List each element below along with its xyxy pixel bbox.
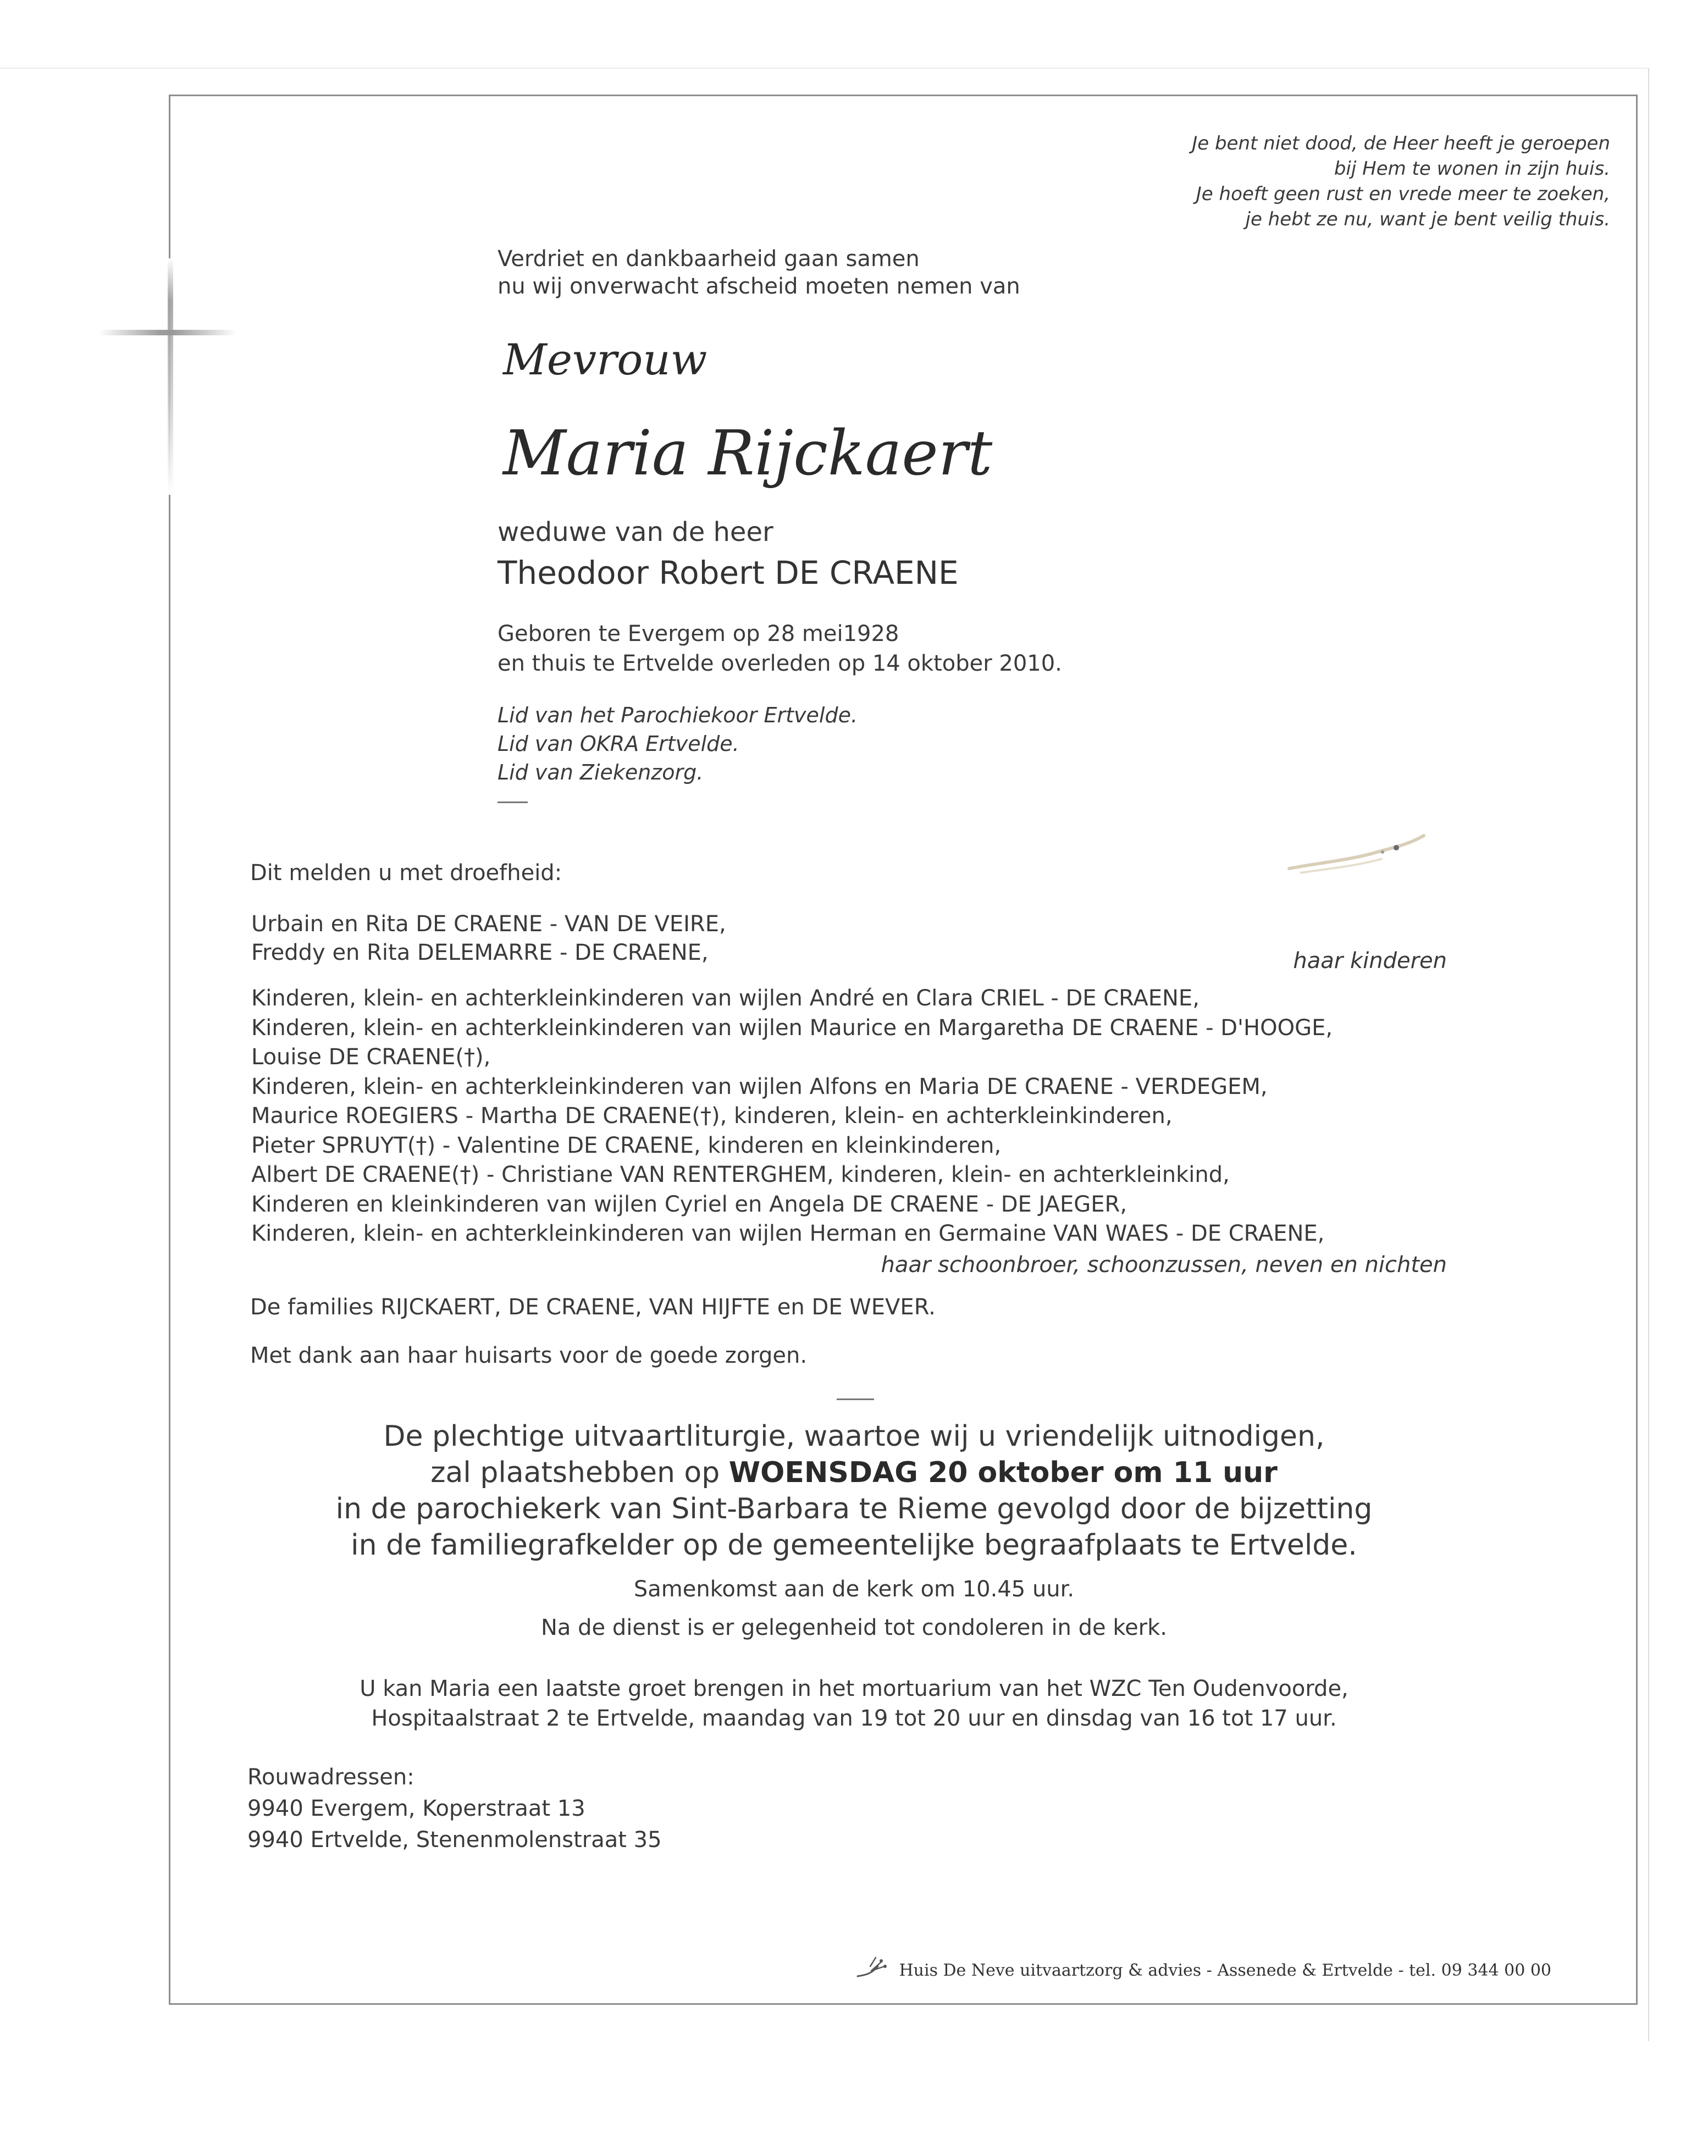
poem-line: bij Hem te wonen in zijn huis. (1334, 158, 1610, 180)
thanks-line: Met dank aan haar huisarts voor de goede zorgen. (250, 1343, 808, 1368)
ceremony-text (0, 1418, 1708, 1563)
husband-name: Theodoor Robert DE CRAENE (498, 554, 959, 591)
address-heading: Rouwadressen: (247, 1765, 414, 1790)
poem-line: Je bent niet dood, de Heer heeft je geroepen (1192, 132, 1610, 154)
list-item: Kinderen, klein- en achterkleinkinderen van wijlen Alfons en Maria DE CRAENE - VERDEGEM, (251, 1074, 1268, 1099)
relatives-label: haar schoonbroer, schoonzussen, neven en nichten (881, 1252, 1447, 1278)
list-item: Kinderen en kleinkinderen van wijlen Cyriel en Angela DE CRAENE - DE JAEGER, (251, 1191, 1127, 1217)
children-list (251, 910, 726, 967)
list-item: Kinderen, klein- en achterkleinkinderen van wijlen Herman en Germaine VAN WAES - DE CRAENE, (251, 1221, 1325, 1246)
families-line: De families RIJCKAERT, DE CRAENE, VAN HIJFTE en DE WEVER. (250, 1295, 936, 1320)
deceased-name: Maria Rijckaert (503, 418, 993, 489)
birth-death-dates (498, 619, 1062, 678)
poem (1192, 131, 1610, 232)
intro-line: nu wij onverwacht afscheid moeten nemen van (498, 274, 1020, 299)
meeting-time: Samenkomst aan de kerk om 10.45 uur. (633, 1577, 1075, 1602)
intro-line: Verdriet en dankbaarheid gaan samen (498, 246, 920, 272)
condolence-line: Na de dienst is er gelegenheid tot condoleren in de kerk. (540, 1615, 1168, 1640)
ceremony-date: WOENSDAG 20 oktober om 11 uur (728, 1456, 1278, 1489)
children-label: haar kinderen (1293, 948, 1447, 974)
address-line: 9940 Evergem, Koperstraat 13 (247, 1796, 585, 1821)
list-item: Pieter SPRUYT(†) - Valentine DE CRAENE, kinderen en kleinkinderen, (251, 1132, 1002, 1158)
list-item: Louise DE CRAENE(†), (251, 1044, 491, 1070)
stain-mark (1284, 830, 1427, 880)
membership-line: Lid van het Parochiekoor Ertvelde. (498, 703, 858, 727)
funeral-home-footer: Huis De Neve uitvaartzorg & advies - Assenede & Ertvelde - tel. 09 344 00 00 (899, 1961, 1551, 1980)
list-item: Freddy en Rita DELEMARRE - DE CRAENE, (251, 940, 709, 965)
announcement: Dit melden u met droefheid: (250, 860, 562, 886)
poem-line: Je hoeft geen rust en vrede meer te zoeken, (1196, 183, 1610, 205)
intro-text (498, 245, 1020, 300)
relatives-list (251, 984, 1333, 1249)
list-item: Kinderen, klein- en achterkleinkinderen van wijlen André en Clara CRIEL - DE CRAENE, (251, 986, 1200, 1011)
cross-vertical-beam (168, 258, 173, 495)
title-mevrouw: Mevrouw (503, 335, 707, 385)
ceremony-line (0, 1455, 1708, 1491)
ceremony-line: in de parochiekerk van Sint-Barbara te Rieme gevolgd door de bijzetting (335, 1492, 1373, 1525)
ceremony-prefix: zal plaatshebben op (430, 1456, 729, 1489)
date-line: en thuis te Ertvelde overleden op 14 oktober 2010. (498, 651, 1062, 676)
ceremony-line: De plechtige uitvaartliturgie, waartoe wij u vriendelijk uitnodigen, (383, 1420, 1325, 1453)
address-line: 9940 Ertvelde, Stenenmolenstraat 35 (247, 1827, 662, 1853)
membership-line: Lid van OKRA Ertvelde. (498, 732, 739, 756)
list-item: Urbain en Rita DE CRAENE - VAN DE VEIRE, (251, 911, 726, 937)
separator-dash (837, 1398, 874, 1400)
funeral-home-logo-icon (855, 1954, 888, 1982)
list-item: Maurice ROEGIERS - Martha DE CRAENE(†), kinderen, klein- en achterkleinkinderen, (251, 1103, 1173, 1129)
visitation-text (0, 1674, 1708, 1733)
date-line: Geboren te Evergem op 28 mei1928 (498, 621, 899, 646)
widow-line: weduwe van de heer (498, 517, 773, 548)
membership-line: Lid van Ziekenzorg. (498, 760, 704, 784)
visit-line: U kan Maria een laatste groet brengen in het mortuarium van het WZC Ten Oudenvoorde, (360, 1676, 1348, 1701)
visit-line: Hospitaalstraat 2 te Ertvelde, maandag van 19 tot 20 uur en dinsdag van 16 tot 17 uur. (371, 1706, 1337, 1731)
list-item: Albert DE CRAENE(†) - Christiane VAN RENTERGHEM, kinderen, klein- en achterkleinkind, (251, 1162, 1230, 1187)
ceremony-line: in de familiegrafkelder op de gemeentelijke begraafplaats te Ertvelde. (351, 1529, 1357, 1562)
memberships (498, 701, 858, 787)
separator-dash (498, 801, 528, 803)
list-item: Kinderen, klein- en achterkleinkinderen van wijlen Maurice en Margaretha DE CRAENE - D'HOOGE, (251, 1015, 1333, 1041)
mourning-addresses (247, 1762, 662, 1856)
poem-line: je hebt ze nu, want je bent veilig thuis. (1245, 208, 1610, 230)
cross-horizontal-beam (99, 330, 236, 335)
